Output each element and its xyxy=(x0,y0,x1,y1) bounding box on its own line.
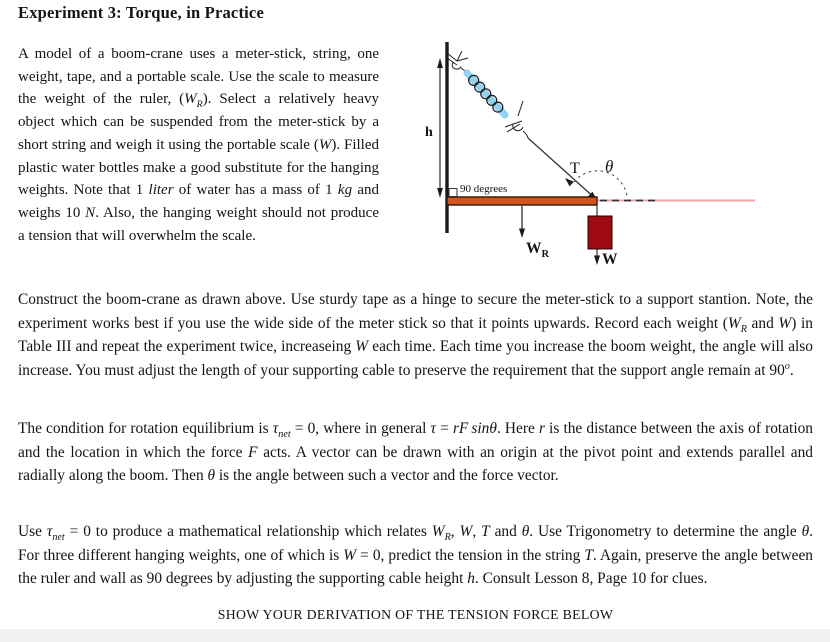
theta-label: θ xyxy=(605,157,614,176)
height-arrowhead-bottom-icon xyxy=(437,188,443,198)
weight-rect xyxy=(588,216,612,249)
boom-rect xyxy=(447,197,597,205)
theta-arc xyxy=(574,171,627,196)
intro-paragraph: A model of a boom-crane uses a meter-stick, string, one weight, tape, and a portable scale. Use the scale to measure the weight of the ruler, $(W_R)$. Select a relatively heavy object which can be suspended from the meter-stick by a short string and weigh it using the portable scale (W). Filled plastic water bottles make a good substitute for the hanging weights. Note that 1 liter of water has a mass of 1 kg and weighs 10 N. Also, the hanging weight should not produce a tension that will overwhelm the scale. xyxy=(18,46,380,244)
page-bottom-edge xyxy=(0,629,830,642)
spring-scale-body xyxy=(467,73,505,115)
ruler-weight-label: $W_R$ xyxy=(526,240,550,260)
tension-label: T xyxy=(570,160,580,177)
page-title: Experiment 3: Torque, in Practice xyxy=(18,3,264,22)
construction-paragraph: Construct the boom-crane as drawn above. Use sturdy tape as a hinge to secure the meter-stick to a support stantion. Note, the experiment works best if you use the wide side of the meter stick so that it points upwards. Record each weight ($W_R$ and W) in Table III and repeat the experiment twice, increaseing W each time. Each time you increase the boom weight, the angle will also increase. You must adjust the length of your supporting cable to preserve the requirement that the support angle remain at 90$^o$. xyxy=(18,291,813,380)
height-label: h xyxy=(425,125,433,140)
bottom-hook-icon xyxy=(505,101,528,138)
right-angle-label: 90 degrees xyxy=(460,183,508,195)
derivation-paragraph: Use $\tau_{net} = 0$ to produce a mathematical relationship which relates $W_R$, W, T and θ. Use Trigonometry to determine the angle θ. For three different hanging weights, one of which is W = 0, predict the tension in the string T. Again, preserve the angle between the ruler and wall as 90 degrees by adjusting the supporting cable height h. Consult Lesson 8, Page 10 for clues. xyxy=(18,523,814,587)
boom-crane-diagram xyxy=(412,32,762,277)
hanging-weight-label: W xyxy=(602,251,618,268)
ruler-weight-arrowhead-icon xyxy=(519,229,525,239)
support-cable xyxy=(528,138,597,200)
tension-arrowhead-upper-icon xyxy=(565,178,574,186)
footer-instruction: SHOW YOUR DERIVATION OF THE TENSION FORCE BELOW xyxy=(217,607,614,622)
right-angle-marker xyxy=(449,189,457,197)
equilibrium-paragraph: The condition for rotation equilibrium is $\tau_{net} = 0$, where in general τ = rF sinθ. Here r is the distance between the axis of rotation and the location in which the force F acts. A vector can be drawn with an origin at the pivot point and extends parallel and radially along the boom. Then θ is the angle between such a vector and the force vector. xyxy=(18,420,813,484)
hanging-weight-arrowhead-icon xyxy=(594,256,600,266)
height-arrowhead-top-icon xyxy=(437,58,443,68)
top-hook-icon xyxy=(447,51,468,73)
